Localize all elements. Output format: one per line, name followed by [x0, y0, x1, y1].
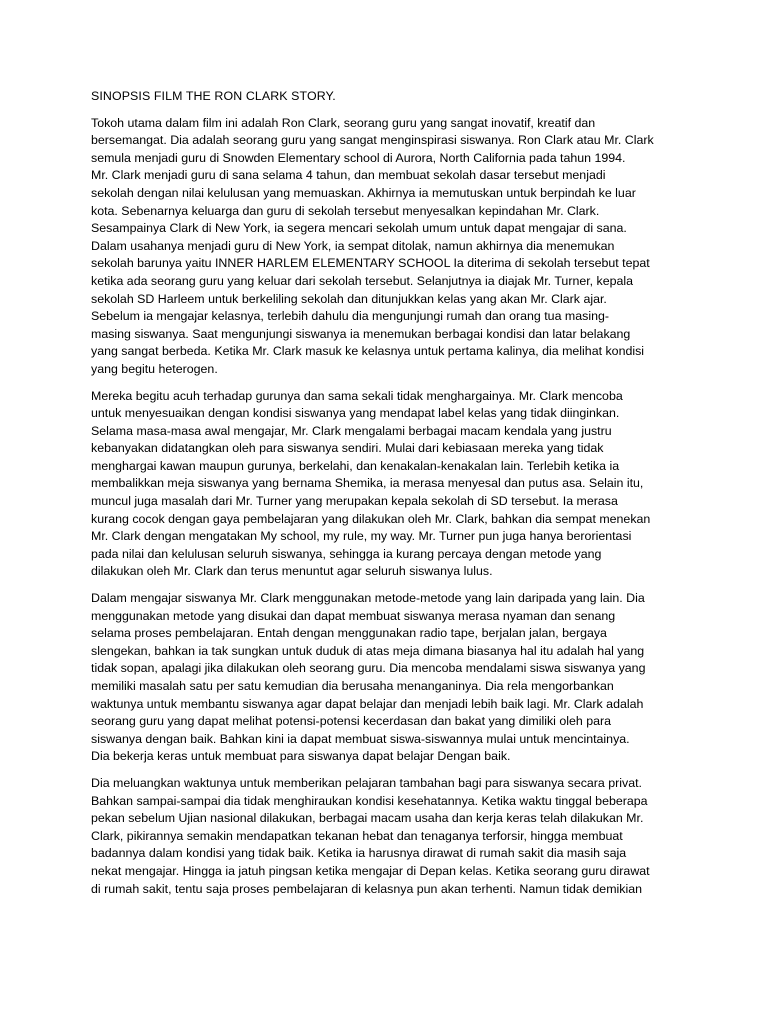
text-line: waktunya untuk membantu siswanya agar dapat belajar dan menjadi lebih baik lagi. Mr. Clark adalah [91, 696, 644, 711]
text-line: sekolah barunya yaitu INNER HARLEM ELEMENTARY SCHOOL Ia diterima di sekolah tersebut tepat [91, 256, 650, 271]
text-line: Clark, pikirannya semakin mendapatkan tekanan hebat dan tenaganya terforsir, hingga membuat [91, 828, 623, 843]
text-line: kurang cocok dengan gaya pembelajaran yang dilakukan oleh Mr. Clark, bahkan dia sempat menekan [91, 511, 651, 526]
text-line: Selama masa-masa awal mengajar, Mr. Clark mengalami berbagai macam kendala yang justru [91, 423, 612, 438]
text-line: yang begitu heterogen. [91, 361, 218, 376]
text-line: Mereka begitu acuh terhadap gurunya dan sama sekali tidak menghargainya. Mr. Clark mencoba [91, 388, 623, 403]
paragraph [91, 775, 677, 898]
text-line: badannya dalam kondisi yang tidak baik. Ketika ia harusnya dirawat di rumah sakit dia masih saja [91, 846, 627, 861]
text-line: seorang guru yang dapat melihat potensi-potensi kecerdasan dan bakat yang dimiliki oleh para [91, 714, 612, 729]
text-line: Bahkan sampai-sampai dia tidak menghiraukan kondisi kesehatannya. Ketika waktu tinggal beberapa [91, 793, 648, 808]
text-line: Dalam usahanya menjadi guru di New York, ia sempat ditolak, namun akhirnya dia menemukan [91, 238, 615, 253]
text-line: muncul juga masalah dari Mr. Turner yang merupakan kepala sekolah di SD tersebut. Ia merasa [91, 494, 618, 509]
text-line: kebanyakan didatangkan oleh para siswanya sendiri. Mulai dari kebiasaan mereka yang tidak [91, 441, 604, 456]
text-line: menghargai kawan maupun gurunya, berkelahi, dan kenakalan-kenakalan lain. Terlebih ketika ia [91, 458, 620, 473]
text-line: semula menjadi guru di Snowden Elementary school di Aurora, North California pada tahun 1994. [91, 150, 626, 165]
text-line: memiliki masalah satu per satu kemudian dia berusaha menanganinya. Dia rela mengorbankan [91, 679, 614, 693]
text-line: pekan sebelum Ujian nasional dilakukan, berbagai macam usaha dan kerja keras telah dilakukan Mr. [91, 811, 644, 826]
document-title: SINOPSIS FILM THE RON CLARK STORY. [91, 89, 336, 103]
text-line: bersemangat. Dia adalah seorang guru yang sangat menginspirasi siswanya. Ron Clark atau Mr. Clark [91, 133, 654, 148]
text-line: dilakukan oleh Mr. Clark dan terus menuntut agar seluruh siswanya lulus. [91, 564, 493, 579]
text-line: Sebelum ia mengajar kelasnya, terlebih dahulu dia mengunjungi rumah dan orang tua masing- [91, 309, 609, 324]
text-line: tidak sopan, apalagi jika dilakukan oleh seorang guru. Dia mencoba mendalami siswa siswanya yang [91, 661, 646, 676]
text-line: kota. Sebenarnya keluarga dan guru di sekolah tersebut menyesalkan kepindahan Mr. Clark. [91, 203, 600, 218]
text-line: Dia bekerja keras untuk membuat para siswanya dapat belajar Dengan baik. [91, 749, 511, 764]
text-line: untuk menyesuaikan dengan kondisi siswanya yang mendapat label kelas yang tidak diinginkan. [91, 406, 620, 421]
text-line: sekolah SD Harleem untuk berkeliling sekolah dan ditunjukkan kelas yang akan Mr. Clark ajar. [91, 291, 607, 306]
text-line: Dalam mengajar siswanya Mr. Clark menggunakan metode-metode yang lain daripada yang lain. Dia [91, 591, 645, 606]
text-line: Dia meluangkan waktunya untuk memberikan pelajaran tambahan bagi para siswanya secara privat. [91, 775, 643, 790]
text-line: sekolah dengan nilai kelulusan yang memuaskan. Akhirnya ia memutuskan untuk berpindah ke luar [91, 185, 636, 200]
paragraph [91, 115, 677, 379]
text-line: pada nilai dan kelulusan seluruh siswanya, sehingga ia kurang percaya dengan metode yang [91, 546, 602, 561]
text-line: selama proses pembelajaran. Entah dengan menggunakan radio tape, berjalan jalan, bergaya [91, 626, 607, 641]
text-line: ketika ada seorang guru yang keluar dari sekolah tersebut. Selanjutnya ia diajak Mr. Turner, kepala [91, 273, 634, 288]
paragraph [91, 590, 677, 766]
text-line: nekat mengajar. Hingga ia jatuh pingsan ketika mengajar di Depan kelas. Ketika seorang guru dirawat [91, 863, 650, 878]
text-line: di rumah sakit, tentu saja proses pembelajaran di kelasnya pun akan terhenti. Namun tidak demikian [91, 881, 643, 896]
text-line: Sesampainya Clark di New York, ia segera mencari sekolah umum untuk dapat mengajar di sana. [91, 221, 627, 236]
text-line: menggunakan metode yang disukai dan dapat membuat siswanya merasa nyaman dan senang [91, 608, 616, 623]
text-line: slengekan, bahkan ia tak sungkan untuk duduk di atas meja dimana biasanya hal itu adalah hal yang [91, 643, 645, 658]
text-line: masing siswanya. Saat mengunjungi siswanya ia menemukan berbagai kondisi dan latar belakang [91, 326, 631, 341]
text-line: siswanya dengan baik. Bahkan kini ia dapat membuat siswa-siswannya mulai untuk mencintainya. [91, 731, 630, 746]
paragraph [91, 388, 677, 582]
text-line: Mr. Clark menjadi guru di sana selama 4 tahun, dan membuat sekolah dasar tersebut menjadi [91, 168, 606, 183]
document-body [91, 115, 677, 899]
text-line: Tokoh utama dalam film ini adalah Ron Clark, seorang guru yang sangat inovatif, kreatif dan [91, 115, 596, 130]
text-line: yang sangat berbeda. Ketika Mr. Clark masuk ke kelasnya untuk pertama kalinya, dia melihat kondisi [91, 344, 645, 359]
text-line: membalikkan meja siswanya yang bernama Shemika, ia merasa menyesal dan putus asa. Selain itu, [91, 476, 644, 491]
text-line: Mr. Clark dengan mengatakan My school, my rule, my way. Mr. Turner pun juga hanya berorientasi [91, 529, 632, 544]
document-page [91, 88, 677, 907]
